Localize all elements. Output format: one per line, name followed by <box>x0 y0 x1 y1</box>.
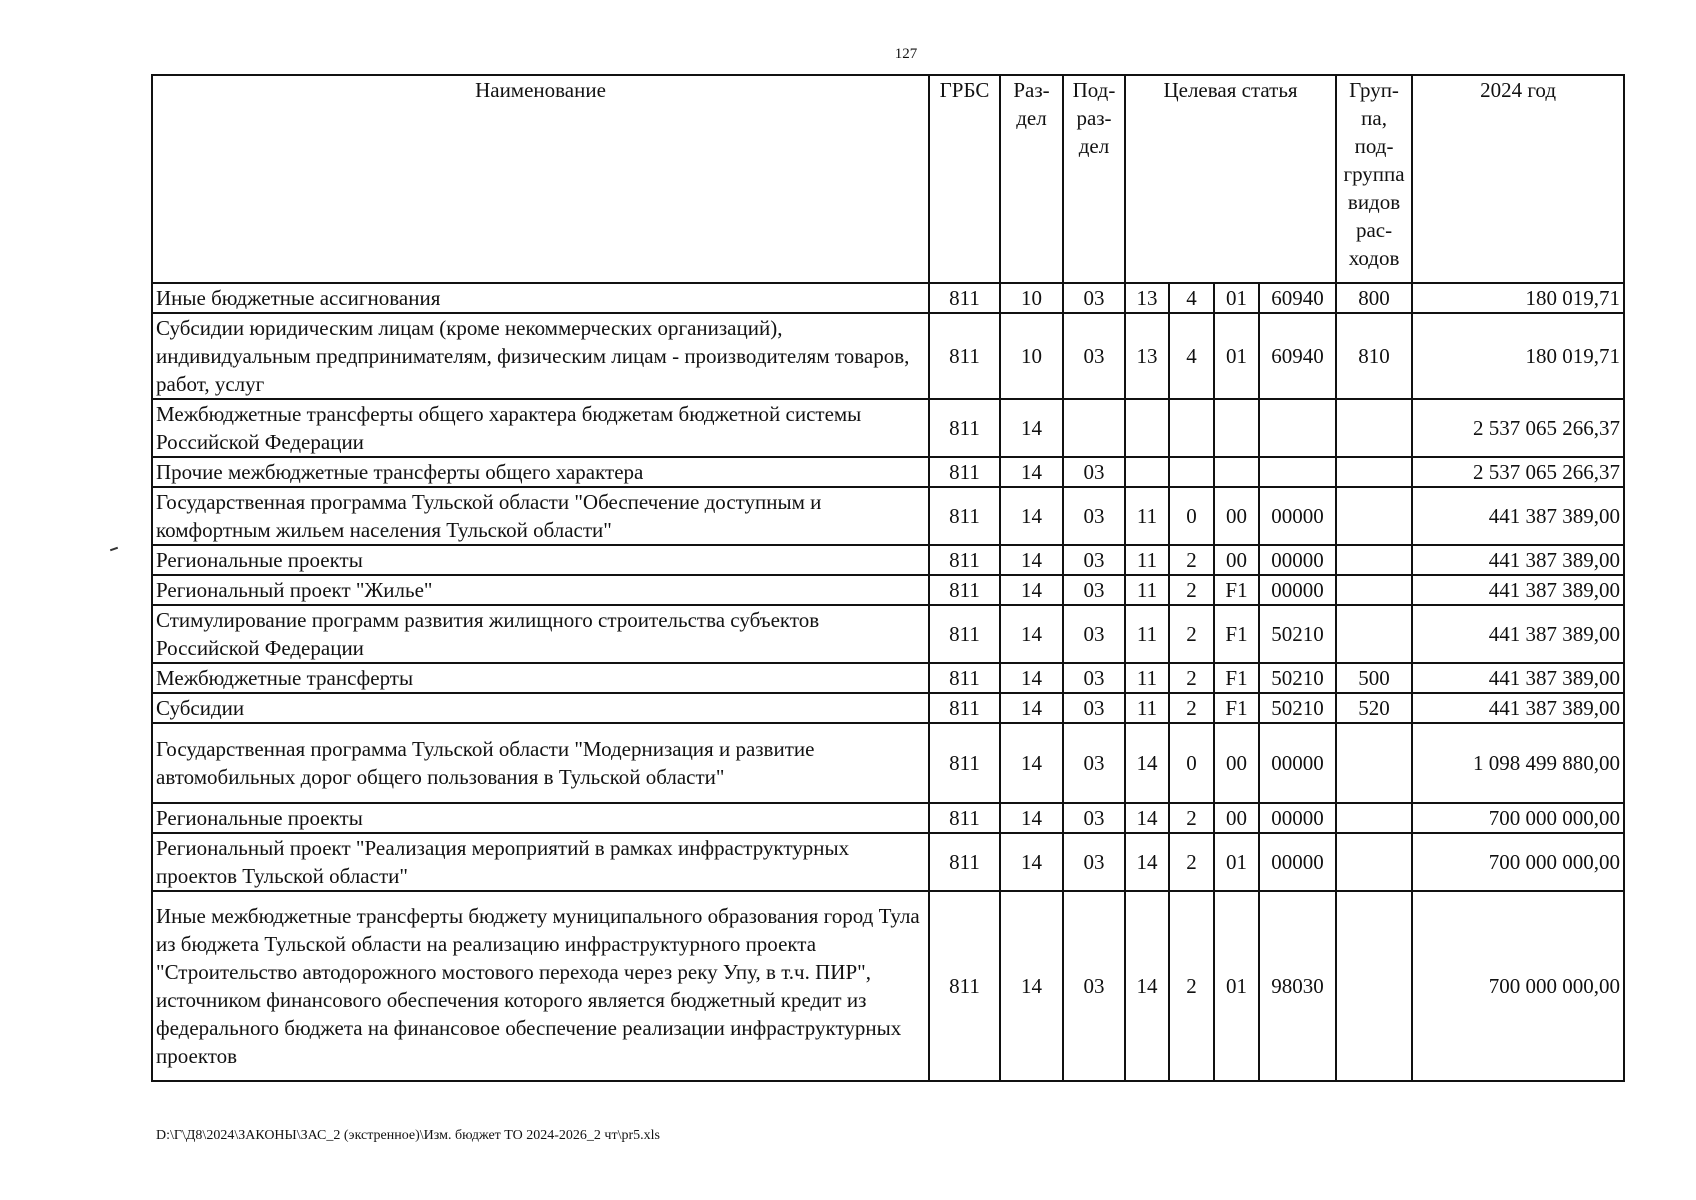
row-podrazdel: 03 <box>1063 605 1125 663</box>
row-cs-type: 2 <box>1169 545 1214 575</box>
row-cs-type: 2 <box>1169 605 1214 663</box>
row-grbs: 811 <box>929 283 1000 313</box>
header-year-2024: 2024 год <box>1412 75 1624 283</box>
row-razdel: 14 <box>1000 457 1063 487</box>
row-podrazdel: 03 <box>1063 803 1125 833</box>
row-grbs: 811 <box>929 399 1000 457</box>
row-name: Межбюджетные трансферты общего характера бюджетам бюджетной системы Российской Федерации <box>152 399 929 457</box>
row-podrazdel: 03 <box>1063 545 1125 575</box>
row-amount: 441 387 389,00 <box>1412 693 1624 723</box>
row-cs-program <box>1125 457 1169 487</box>
header-grbs: ГРБС <box>929 75 1000 283</box>
row-cs-program: 11 <box>1125 575 1169 605</box>
row-cs-direction: 00000 <box>1259 833 1336 891</box>
row-grbs: 811 <box>929 575 1000 605</box>
row-cs-direction: 50210 <box>1259 605 1336 663</box>
row-razdel: 14 <box>1000 487 1063 545</box>
row-amount: 700 000 000,00 <box>1412 803 1624 833</box>
row-amount: 441 387 389,00 <box>1412 605 1624 663</box>
row-cs-program: 11 <box>1125 693 1169 723</box>
row-grbs: 811 <box>929 891 1000 1081</box>
table-row <box>152 803 1624 833</box>
row-razdel: 14 <box>1000 545 1063 575</box>
row-vid-rashodov: 810 <box>1336 313 1412 399</box>
row-grbs: 811 <box>929 457 1000 487</box>
row-name: Стимулирование программ развития жилищного строительства субъектов Российской Федерации <box>152 605 929 663</box>
row-podrazdel: 03 <box>1063 487 1125 545</box>
row-grbs: 811 <box>929 723 1000 803</box>
row-cs-type <box>1169 457 1214 487</box>
row-cs-project: 01 <box>1214 833 1259 891</box>
row-cs-direction <box>1259 399 1336 457</box>
row-podrazdel: 03 <box>1063 457 1125 487</box>
row-vid-rashodov <box>1336 545 1412 575</box>
row-amount: 700 000 000,00 <box>1412 833 1624 891</box>
row-grbs: 811 <box>929 313 1000 399</box>
row-amount: 441 387 389,00 <box>1412 575 1624 605</box>
table-row <box>152 457 1624 487</box>
row-cs-type: 2 <box>1169 803 1214 833</box>
row-vid-rashodov <box>1336 457 1412 487</box>
row-cs-program: 11 <box>1125 545 1169 575</box>
row-name: Региональные проекты <box>152 803 929 833</box>
row-amount: 441 387 389,00 <box>1412 663 1624 693</box>
row-name: Субсидии <box>152 693 929 723</box>
row-cs-program: 11 <box>1125 487 1169 545</box>
budget-table <box>151 74 1625 1082</box>
row-cs-type: 2 <box>1169 891 1214 1081</box>
row-amount: 180 019,71 <box>1412 313 1624 399</box>
header-razdel: Раз-дел <box>1000 75 1063 283</box>
row-cs-project: F1 <box>1214 693 1259 723</box>
row-razdel: 14 <box>1000 575 1063 605</box>
footer-file-path: D:\Г\Д8\2024\ЗАКОНЫ\ЗАС_2 (экстренное)\Изм. бюджет ТО 2024-2026_2 чт\pr5.xls <box>156 1128 660 1143</box>
row-cs-type: 2 <box>1169 663 1214 693</box>
row-cs-project: 01 <box>1214 313 1259 399</box>
row-cs-program: 14 <box>1125 803 1169 833</box>
row-cs-program: 14 <box>1125 833 1169 891</box>
row-name: Межбюджетные трансферты <box>152 663 929 693</box>
row-cs-project <box>1214 457 1259 487</box>
row-podrazdel: 03 <box>1063 693 1125 723</box>
table-row <box>152 891 1624 1081</box>
row-cs-direction: 00000 <box>1259 723 1336 803</box>
row-cs-direction: 50210 <box>1259 663 1336 693</box>
row-name: Иные межбюджетные трансферты бюджету муниципального образования город Тула из бюджета Тульской области на реализацию инфраструктурного проекта "Строительство автодорожного мостового перехода через реку Упу, в т.ч. ПИР", источником финансового обеспечения которого является бюджетный кредит из федерального бюджета на финансовое обеспечение реализации инфраструктурных проектов <box>152 891 929 1081</box>
row-razdel: 14 <box>1000 663 1063 693</box>
row-razdel: 14 <box>1000 605 1063 663</box>
row-vid-rashodov <box>1336 803 1412 833</box>
row-podrazdel: 03 <box>1063 723 1125 803</box>
row-vid-rashodov: 800 <box>1336 283 1412 313</box>
row-cs-project: 00 <box>1214 545 1259 575</box>
row-vid-rashodov: 520 <box>1336 693 1412 723</box>
header-celevaya-statya: Целевая статья <box>1125 75 1336 283</box>
row-amount: 441 387 389,00 <box>1412 487 1624 545</box>
row-vid-rashodov <box>1336 891 1412 1081</box>
row-razdel: 14 <box>1000 723 1063 803</box>
row-name: Государственная программа Тульской области "Модернизация и развитие автомобильных дорог общего пользования в Тульской области" <box>152 723 929 803</box>
row-razdel: 14 <box>1000 833 1063 891</box>
row-cs-type: 2 <box>1169 693 1214 723</box>
row-cs-type <box>1169 399 1214 457</box>
row-razdel: 14 <box>1000 891 1063 1081</box>
row-grbs: 811 <box>929 663 1000 693</box>
row-amount: 1 098 499 880,00 <box>1412 723 1624 803</box>
row-grbs: 811 <box>929 545 1000 575</box>
row-cs-direction: 60940 <box>1259 283 1336 313</box>
row-cs-program: 13 <box>1125 283 1169 313</box>
row-cs-program: 13 <box>1125 313 1169 399</box>
row-amount: 441 387 389,00 <box>1412 545 1624 575</box>
table-header-row <box>152 75 1624 283</box>
row-cs-type: 2 <box>1169 833 1214 891</box>
row-name: Государственная программа Тульской области "Обеспечение доступным и комфортным жильем населения Тульской области" <box>152 487 929 545</box>
header-name: Наименование <box>152 75 929 283</box>
row-cs-project: 00 <box>1214 723 1259 803</box>
row-cs-direction: 50210 <box>1259 693 1336 723</box>
table-row <box>152 723 1624 803</box>
table-row <box>152 313 1624 399</box>
row-podrazdel: 03 <box>1063 833 1125 891</box>
row-vid-rashodov <box>1336 723 1412 803</box>
row-cs-direction: 00000 <box>1259 575 1336 605</box>
row-name: Региональный проект "Жилье" <box>152 575 929 605</box>
row-cs-project: F1 <box>1214 605 1259 663</box>
row-vid-rashodov <box>1336 833 1412 891</box>
row-cs-direction: 00000 <box>1259 487 1336 545</box>
table-row <box>152 283 1624 313</box>
row-cs-direction: 60940 <box>1259 313 1336 399</box>
row-cs-type: 0 <box>1169 487 1214 545</box>
row-cs-project: F1 <box>1214 663 1259 693</box>
row-cs-type: 0 <box>1169 723 1214 803</box>
row-razdel: 14 <box>1000 803 1063 833</box>
row-name: Региональные проекты <box>152 545 929 575</box>
row-cs-type: 4 <box>1169 283 1214 313</box>
row-grbs: 811 <box>929 605 1000 663</box>
row-cs-project <box>1214 399 1259 457</box>
row-cs-project: 00 <box>1214 487 1259 545</box>
row-name: Прочие межбюджетные трансферты общего характера <box>152 457 929 487</box>
row-razdel: 14 <box>1000 399 1063 457</box>
row-vid-rashodov <box>1336 575 1412 605</box>
row-podrazdel: 03 <box>1063 663 1125 693</box>
row-cs-project: 01 <box>1214 891 1259 1081</box>
table-row <box>152 833 1624 891</box>
row-cs-direction: 98030 <box>1259 891 1336 1081</box>
header-gruppa-vidov-rashodov: Груп-па, под-группа видов рас-ходов <box>1336 75 1412 283</box>
row-razdel: 14 <box>1000 693 1063 723</box>
row-grbs: 811 <box>929 833 1000 891</box>
table-body <box>152 283 1624 1081</box>
row-razdel: 10 <box>1000 313 1063 399</box>
row-vid-rashodov <box>1336 605 1412 663</box>
table-row <box>152 575 1624 605</box>
row-grbs: 811 <box>929 487 1000 545</box>
row-cs-direction <box>1259 457 1336 487</box>
row-name: Региональный проект "Реализация мероприятий в рамках инфраструктурных проектов Тульской области" <box>152 833 929 891</box>
row-name: Иные бюджетные ассигнования <box>152 283 929 313</box>
row-cs-type: 4 <box>1169 313 1214 399</box>
row-cs-program: 14 <box>1125 723 1169 803</box>
table-row <box>152 399 1624 457</box>
row-cs-project: 00 <box>1214 803 1259 833</box>
row-vid-rashodov <box>1336 399 1412 457</box>
row-amount: 2 537 065 266,37 <box>1412 457 1624 487</box>
row-podrazdel <box>1063 399 1125 457</box>
page-number: 127 <box>894 46 918 62</box>
header-podrazdel: Под-раз-дел <box>1063 75 1125 283</box>
row-podrazdel: 03 <box>1063 891 1125 1081</box>
row-grbs: 811 <box>929 803 1000 833</box>
row-amount: 700 000 000,00 <box>1412 891 1624 1081</box>
table-row <box>152 663 1624 693</box>
row-vid-rashodov <box>1336 487 1412 545</box>
row-cs-program: 11 <box>1125 663 1169 693</box>
row-amount: 180 019,71 <box>1412 283 1624 313</box>
row-vid-rashodov: 500 <box>1336 663 1412 693</box>
row-podrazdel: 03 <box>1063 313 1125 399</box>
row-amount: 2 537 065 266,37 <box>1412 399 1624 457</box>
row-podrazdel: 03 <box>1063 575 1125 605</box>
row-cs-project: 01 <box>1214 283 1259 313</box>
row-cs-program: 14 <box>1125 891 1169 1081</box>
table-row <box>152 545 1624 575</box>
row-cs-project: F1 <box>1214 575 1259 605</box>
row-grbs: 811 <box>929 693 1000 723</box>
row-cs-type: 2 <box>1169 575 1214 605</box>
row-razdel: 10 <box>1000 283 1063 313</box>
row-cs-direction: 00000 <box>1259 803 1336 833</box>
table-row <box>152 487 1624 545</box>
table-row <box>152 693 1624 723</box>
table-row <box>152 605 1624 663</box>
row-cs-program <box>1125 399 1169 457</box>
row-cs-program: 11 <box>1125 605 1169 663</box>
row-name: Субсидии юридическим лицам (кроме некоммерческих организаций), индивидуальным предпринимателям, физическим лицам - производителям товаров, работ, услуг <box>152 313 929 399</box>
row-podrazdel: 03 <box>1063 283 1125 313</box>
scan-mark <box>110 547 118 552</box>
row-cs-direction: 00000 <box>1259 545 1336 575</box>
